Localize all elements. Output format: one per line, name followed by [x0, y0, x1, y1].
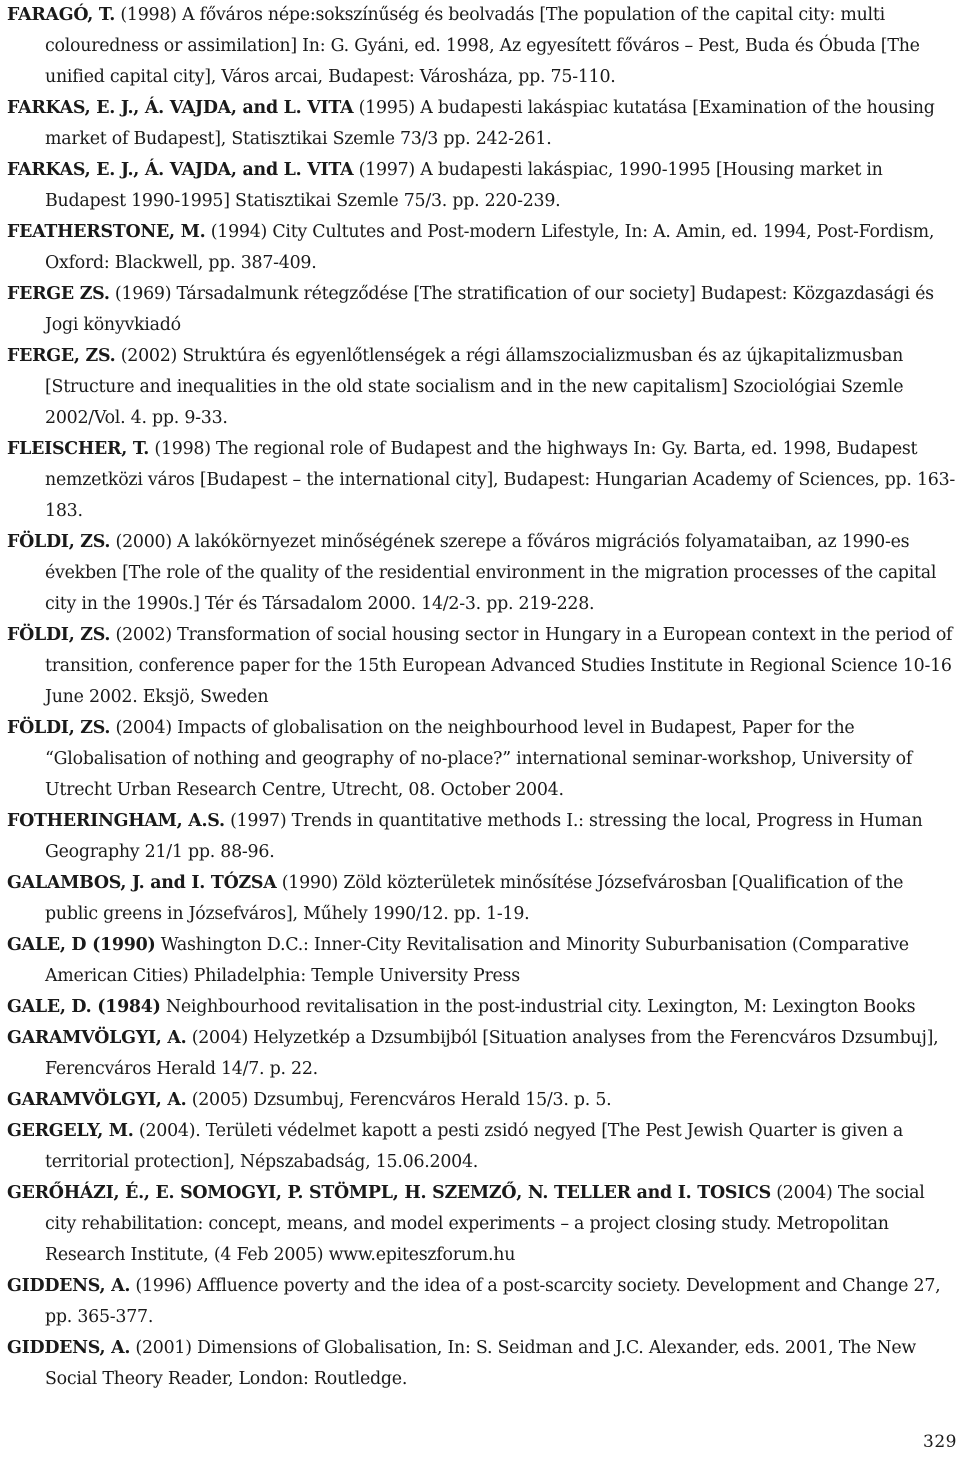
reference-text: (2002) Transformation of social housing sector in Hungary in a European context in the period of transition, conference paper for the 15th European Advanced Studies Institute in Regional Science 10-16 June 2002. Eksjö, Sweden [45, 625, 953, 707]
reference-text: (1998) The regional role of Budapest and the highways In: Gy. Barta, ed. 1998, Budapest nemzetközi város [Budapest – the international city], Budapest: Hungarian Academy of Sciences, pp. 163-183. [45, 439, 956, 521]
reference-entry [7, 1116, 957, 1178]
reference-text: (1994) City Cultutes and Post-modern Lifestyle, In: A. Amin, ed. 1994, Post-Fordism, Oxford: Blackwell, pp. 387-409. [45, 222, 935, 273]
reference-entry [7, 341, 957, 434]
reference-text: (1990) Zöld közterületek minősítése Józsefvárosban [Qualification of the public greens in Józsefváros], Műhely 1990/12. pp. 1-19. [45, 873, 904, 924]
reference-entry [7, 1085, 957, 1116]
reference-text: (1995) A budapesti lakáspiac kutatása [Examination of the housing market of Budapest], Statisztikai Szemle 73/3 pp. 242-261. [45, 98, 935, 149]
reference-author: GALE, D. (1984) [7, 997, 161, 1017]
reference-entry [7, 434, 957, 527]
reference-text: (2002) Struktúra és egyenlőtlenségek a régi államszocializmusban és az újkapitalizmusban [Structure and inequalities in the old state socialism and in the new capitalism] Szociológiai Szemle 2002/Vol. 4. pp. 9-33. [45, 346, 904, 428]
reference-text: (2004) The social city rehabilitation: concept, means, and model experiments – a project closing study. Metropolitan Research Institute, (4 Feb 2005) www.epiteszforum.hu [45, 1183, 925, 1265]
reference-text: (1997) A budapesti lakáspiac, 1990-1995 [Housing market in Budapest 1990-1995] Statisztikai Szemle 75/3. pp. 220-239. [45, 160, 883, 211]
reference-author: FÖLDI, ZS. [7, 625, 111, 645]
reference-author: GERGELY, M. [7, 1121, 134, 1141]
reference-entry [7, 0, 957, 93]
reference-author: FÖLDI, ZS. [7, 718, 111, 738]
reference-author: FARKAS, E. J., Á. VAJDA, and L. VITA [7, 98, 354, 118]
reference-author: GARAMVÖLGYI, A. [7, 1028, 187, 1048]
reference-author: FOTHERINGHAM, A.S. [7, 811, 225, 831]
reference-text: (2004). Területi védelmet kapott a pesti zsidó negyed [The Pest Jewish Quarter is given a territorial protection], Népszabadság, 15.06.2004. [45, 1121, 904, 1172]
reference-entry [7, 620, 957, 713]
reference-entry [7, 992, 957, 1023]
reference-entry [7, 1271, 957, 1333]
reference-author: GARAMVÖLGYI, A. [7, 1090, 187, 1110]
reference-author: GIDDENS, A. [7, 1276, 131, 1296]
reference-entry [7, 1333, 957, 1395]
reference-entry [7, 93, 957, 155]
reference-text: Washington D.C.: Inner-City Revitalisation and Minority Suburbanisation (Comparative American Cities) Philadelphia: Temple University Press [45, 935, 909, 986]
reference-entry [7, 868, 957, 930]
reference-author: FERGE ZS. [7, 284, 110, 304]
reference-author: FERGE, ZS. [7, 346, 116, 366]
reference-text: (1969) Társadalmunk rétegződése [The stratification of our society] Budapest: Közgazdasági és Jogi könyvkiadó [45, 284, 934, 335]
reference-text: (2004) Helyzetkép a Dzsumbijból [Situation analyses from the Ferencváros Dzsumbuj], Ferencváros Herald 14/7. p. 22. [45, 1028, 939, 1079]
reference-entry [7, 217, 957, 279]
reference-text: (2001) Dimensions of Globalisation, In: S. Seidman and J.C. Alexander, eds. 2001, The New Social Theory Reader, London: Routledge. [45, 1338, 917, 1389]
reference-author: FARAGÓ, T. [7, 5, 116, 25]
reference-author: GALE, D (1990) [7, 935, 156, 955]
reference-author: FARKAS, E. J., Á. VAJDA, and L. VITA [7, 160, 354, 180]
reference-text: (1998) A főváros népe:sokszínűség és beolvadás [The population of the capital city: multi colouredness or assimilation] In: G. Gyáni, ed. 1998, Az egyesített főváros – Pest, Buda és Óbuda [The unified capital city], Város arcai, Budapest: Városháza, pp. 75-110. [45, 5, 920, 87]
reference-author: FLEISCHER, T. [7, 439, 150, 459]
reference-entry [7, 713, 957, 806]
reference-author: GERŐHÁZI, É., E. SOMOGYI, P. STÖMPL, H. SZEMZŐ, N. TELLER and I. TOSICS [7, 1183, 771, 1203]
reference-entry [7, 806, 957, 868]
reference-author: GALAMBOS, J. and I. TÓZSA [7, 873, 277, 893]
reference-author: FÖLDI, ZS. [7, 532, 111, 552]
reference-list [7, 0, 957, 1395]
reference-entry [7, 155, 957, 217]
reference-entry [7, 1023, 957, 1085]
page-number: 329 [923, 1432, 957, 1452]
reference-entry [7, 1178, 957, 1271]
reference-text: (1997) Trends in quantitative methods I.: stressing the local, Progress in Human Geography 21/1 pp. 88-96. [45, 811, 923, 862]
reference-author: GIDDENS, A. [7, 1338, 131, 1358]
reference-entry [7, 930, 957, 992]
reference-text: (2000) A lakókörnyezet minőségének szerepe a főváros migrációs folyamataiban, az 1990-es években [The role of the quality of the residential environment in the migration processes of the capital city in the 1990s.] Tér és Társadalom 2000. 14/2-3. pp. 219-228. [45, 532, 937, 614]
reference-text: (1996) Affluence poverty and the idea of a post-scarcity society. Development and Change 27, pp. 365-377. [45, 1276, 941, 1327]
reference-entry [7, 527, 957, 620]
reference-text: (2004) Impacts of globalisation on the neighbourhood level in Budapest, Paper for the “Globalisation of nothing and geography of no-place?” international seminar-workshop, University of Utrecht Urban Research Centre, Utrecht, 08. October 2004. [45, 718, 913, 800]
reference-entry [7, 279, 957, 341]
reference-text: (2005) Dzsumbuj, Ferencváros Herald 15/3. p. 5. [186, 1090, 612, 1110]
reference-author: FEATHERSTONE, M. [7, 222, 206, 242]
reference-text: Neighbourhood revitalisation in the post-industrial city. Lexington, M: Lexington Books [160, 997, 916, 1017]
